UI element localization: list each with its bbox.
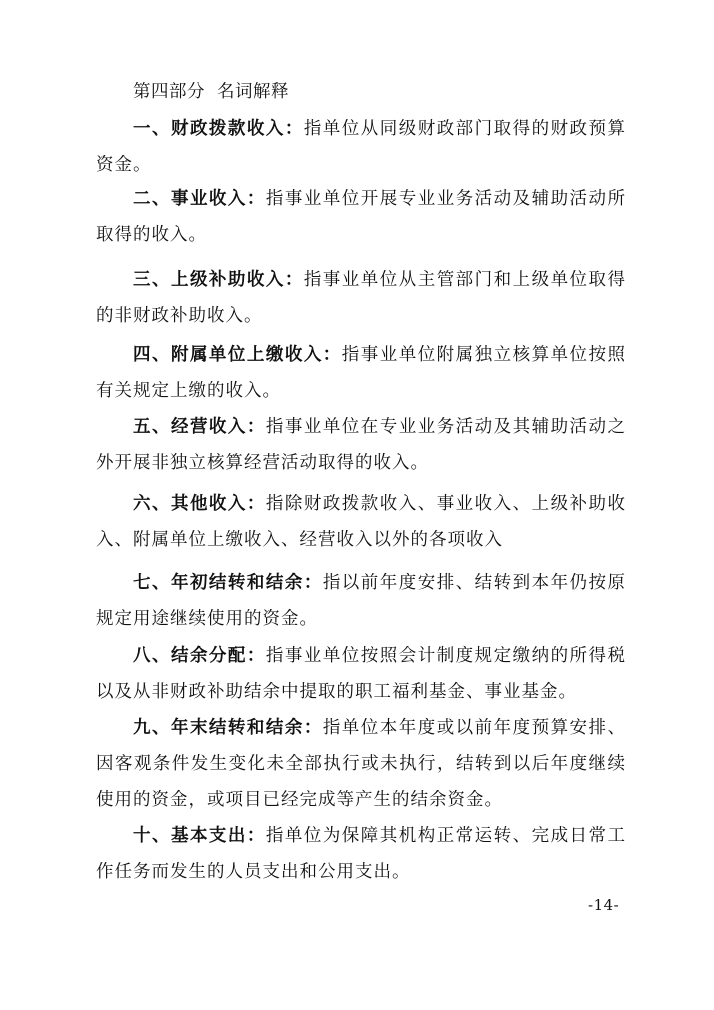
term-item: [96, 638, 626, 710]
term-text: 指事业单位在专业业务活动及其辅助活动之: [265, 417, 627, 437]
term-text-continued: 使用的资金，或项目已经完成等产生的结余资金。: [96, 790, 503, 810]
section-part: 第四部分: [133, 82, 205, 102]
term-text-continued: 规定用途继续使用的资金。: [96, 609, 318, 629]
term-item: [96, 111, 626, 183]
term-text-continued: 外开展非独立核算经营活动取得的收入。: [96, 453, 429, 473]
term-label: 五、经营收入：: [133, 417, 266, 437]
term-text-continued: 的非财政补助收入。: [96, 306, 263, 326]
term-label: 二、事业收入：: [133, 189, 266, 209]
term-label: 七、年初结转和结余：: [133, 573, 323, 593]
term-text: 指事业单位附属独立核算单位按照: [341, 345, 627, 365]
term-label: 九、年末结转和结余：: [133, 718, 323, 738]
term-text: 指事业单位从主管部门和上级单位取得: [303, 270, 627, 290]
term-text: 指事业单位开展专业业务活动及辅助活动所: [265, 189, 627, 209]
term-text-continued: 因客观条件发生变化未全部执行或未执行，结转到以后年度继续: [96, 754, 626, 774]
term-label: 一、财政拨款收入：: [133, 119, 304, 139]
term-item: [96, 818, 626, 890]
term-text: 指单位从同级财政部门取得的财政预算: [303, 119, 627, 139]
term-item: [96, 710, 626, 818]
page-number: -14-: [588, 896, 620, 914]
term-text-continued: 取得的收入。: [96, 225, 207, 245]
term-item: [96, 565, 626, 637]
term-text: 指单位为保障其机构正常运转、完成日常工: [265, 826, 627, 846]
term-text-continued: 作任务而发生的人员支出和公用支出。: [96, 862, 411, 882]
term-text: 指除财政拨款收入、事业收入、上级补助收: [265, 494, 627, 514]
term-text-continued: 入、附属单位上缴收入、经营收入以外的各项收入: [96, 530, 503, 550]
term-item: [96, 337, 626, 409]
term-text: 指事业单位按照会计制度规定缴纳的所得税: [265, 646, 627, 666]
term-text-continued: 以及从非财政补助结余中提取的职工福利基金、事业基金。: [96, 682, 577, 702]
term-item: [96, 409, 626, 481]
term-text-continued: 有关规定上缴的收入。: [96, 381, 281, 401]
term-label: 八、结余分配：: [133, 646, 266, 666]
term-text-continued: 资金。: [96, 155, 152, 175]
term-label: 十、基本支出：: [133, 826, 266, 846]
term-label: 六、其他收入：: [133, 494, 266, 514]
term-label: 三、上级补助收入：: [133, 270, 304, 290]
term-item: [96, 486, 626, 558]
term-label: 四、附属单位上缴收入：: [133, 345, 342, 365]
section-title: 名词解释: [217, 82, 289, 102]
term-item: [96, 262, 626, 334]
term-text: 指以前年度安排、结转到本年仍按原: [322, 573, 627, 593]
term-item: [96, 181, 626, 253]
section-heading: [133, 78, 301, 103]
term-text: 指单位本年度或以前年度预算安排、: [322, 718, 627, 738]
